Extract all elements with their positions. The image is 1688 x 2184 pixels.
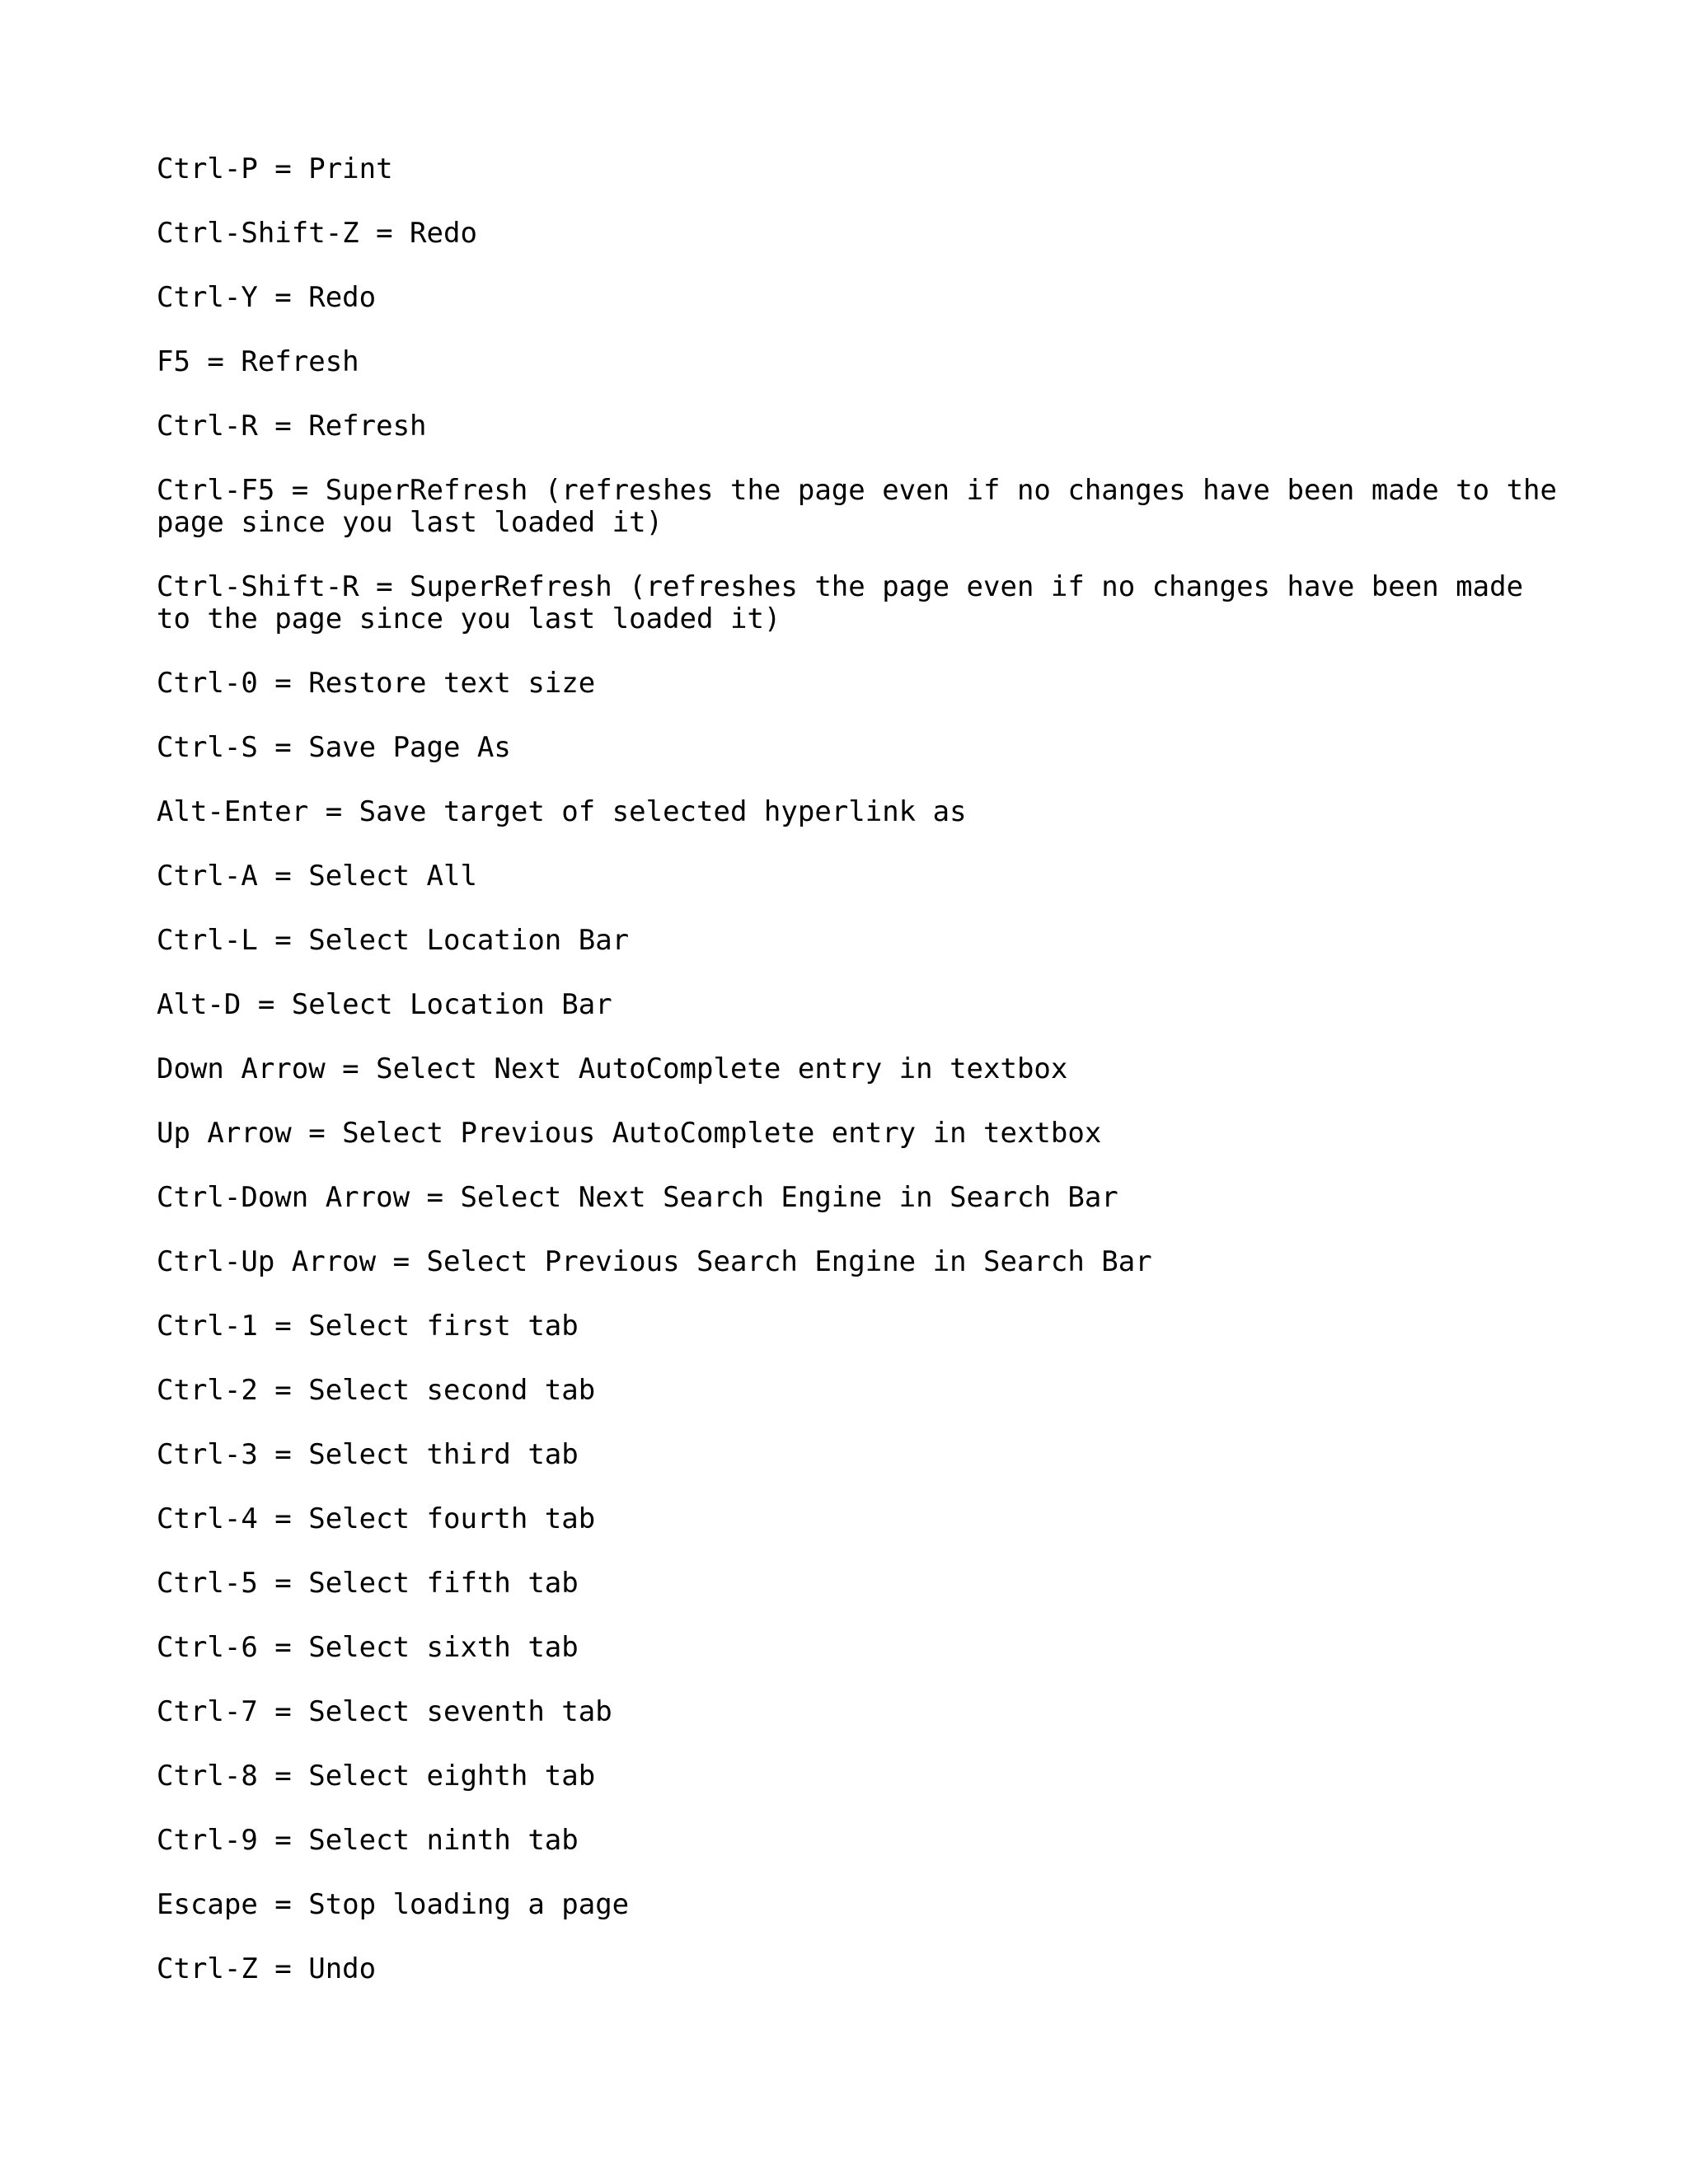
shortcut-line: Ctrl-Shift-R = SuperRefresh (refreshes the page even if no changes have been made to the page since you last loaded it) (157, 570, 1524, 635)
shortcut-line: Ctrl-5 = Select fifth tab (157, 1567, 579, 1600)
shortcut-line: Ctrl-6 = Select sixth tab (157, 1631, 579, 1664)
shortcut-line: Alt-Enter = Save target of selected hyperlink as (157, 795, 967, 828)
shortcut-line: Ctrl-1 = Select first tab (157, 1310, 579, 1343)
shortcut-line: Ctrl-L = Select Location Bar (157, 924, 630, 957)
shortcut-line: Ctrl-Shift-Z = Redo (157, 217, 477, 250)
shortcut-line: Ctrl-9 = Select ninth tab (157, 1824, 579, 1857)
shortcut-line: Ctrl-Down Arrow = Select Next Search Engine in Search Bar (157, 1181, 1118, 1214)
shortcut-line: Ctrl-P = Print (157, 152, 393, 185)
shortcut-line: Ctrl-3 = Select third tab (157, 1438, 579, 1471)
shortcut-line: Ctrl-Y = Redo (157, 281, 377, 314)
shortcut-line: Ctrl-R = Refresh (157, 410, 427, 443)
shortcut-line: Escape = Stop loading a page (157, 1888, 630, 1921)
shortcut-line: Ctrl-Up Arrow = Select Previous Search Engine in Search Bar (157, 1245, 1152, 1278)
shortcut-line: Ctrl-7 = Select seventh tab (157, 1695, 612, 1728)
shortcut-line: Ctrl-Z = Undo (157, 1952, 377, 1985)
shortcut-line: Ctrl-8 = Select eighth tab (157, 1760, 596, 1793)
shortcut-line: F5 = Refresh (157, 345, 359, 378)
shortcut-line: Ctrl-F5 = SuperRefresh (refreshes the page even if no changes have been made to the page since you last loaded it) (157, 474, 1557, 539)
shortcut-line: Ctrl-0 = Restore text size (157, 667, 596, 700)
shortcut-line: Ctrl-4 = Select fourth tab (157, 1502, 596, 1535)
shortcut-line: Ctrl-S = Save Page As (157, 731, 511, 764)
shortcut-line: Ctrl-2 = Select second tab (157, 1374, 596, 1407)
shortcut-line: Down Arrow = Select Next AutoComplete entry in textbox (157, 1052, 1068, 1085)
shortcut-line: Ctrl-A = Select All (157, 860, 477, 893)
shortcut-list (157, 153, 1558, 2018)
shortcut-line: Up Arrow = Select Previous AutoComplete entry in textbox (157, 1117, 1102, 1150)
shortcut-line: Alt-D = Select Location Bar (157, 988, 612, 1021)
